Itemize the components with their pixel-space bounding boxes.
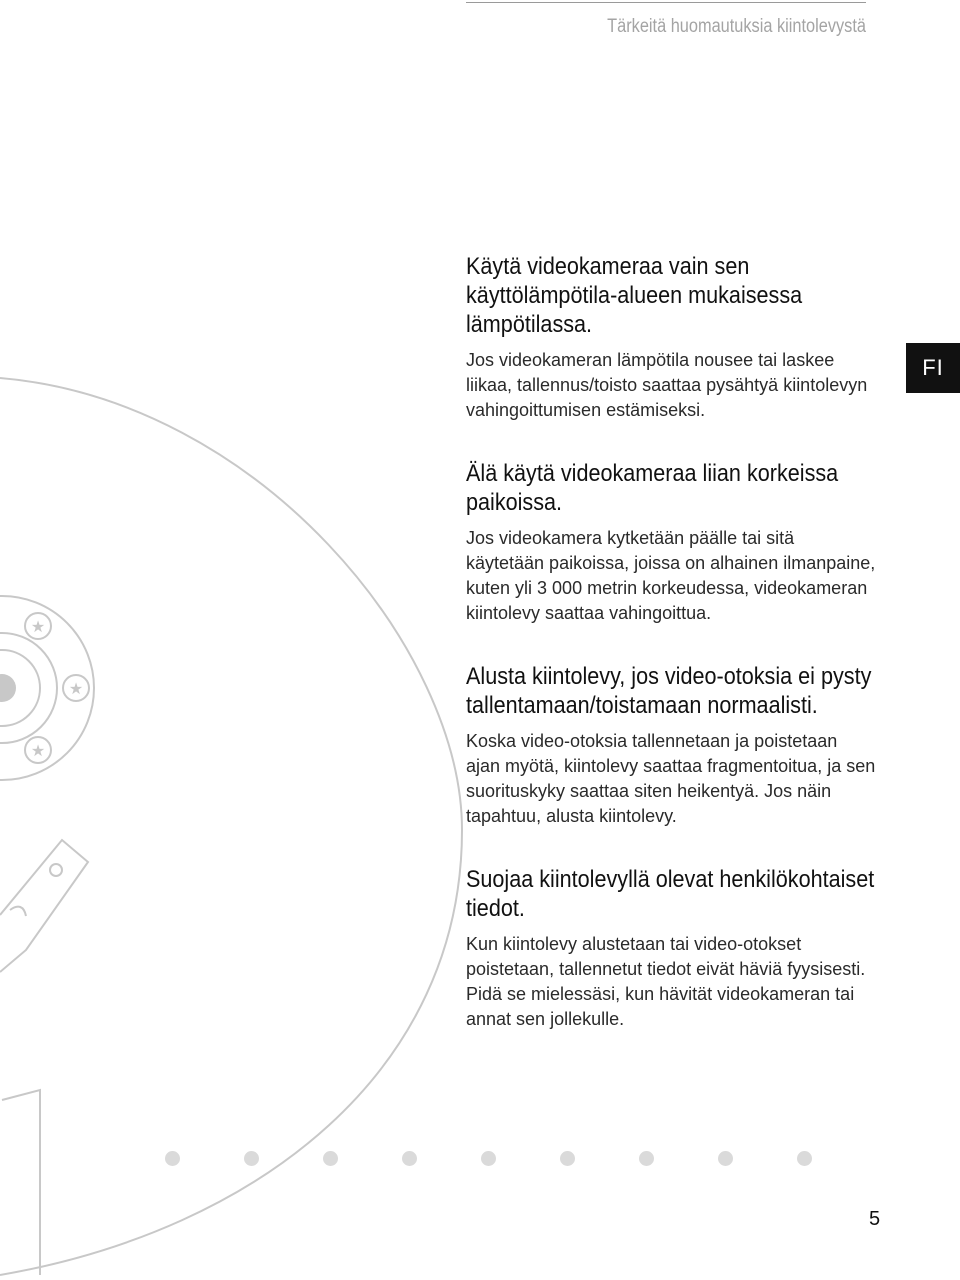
arm-slot xyxy=(10,907,26,916)
section-heading: Älä käytä videokameraa liian korkeissa paikoissa. xyxy=(466,460,839,516)
hub-center xyxy=(0,674,16,702)
lower-bracket xyxy=(2,1090,40,1275)
section-body: Jos videokameran lämpötila nousee tai laskee liikaa, tallennus/toisto saattaa pysähtyä kiintolevyn vahingoittumisen estämiseksi. xyxy=(466,350,868,420)
page-number: 5 xyxy=(869,1208,881,1230)
section-body: Koska video-otoksia tallennetaan ja poistetaan ajan myötä, kiintolevy saattaa fragmentoitua, ja sen suorituskyky saattaa siten heikentyä. Jos näin tapahtuu, alusta kiintolevy. xyxy=(466,731,876,826)
section-heading: Suojaa kiintolevyllä olevat henkilökohtaiset tiedot. xyxy=(466,866,875,922)
section-body: Kun kiintolevy alustetaan tai video-otokset poistetaan, tallennetut tiedot eivät häviä fyysisesti. Pidä se mielessäsi, kun hävität videokameran tai annat sen jollekulle. xyxy=(466,934,866,1029)
section-heading: Käytä videokameraa vain sen käyttölämpötila-alueen mukaisessa lämpötilassa. xyxy=(466,253,803,338)
screw-star-icon: ★ xyxy=(30,741,46,760)
section-high-altitude xyxy=(466,459,876,626)
decorative-dot xyxy=(165,1151,180,1166)
decorative-dot xyxy=(560,1151,575,1166)
decorative-dot xyxy=(481,1151,496,1166)
section-format-disk xyxy=(466,662,876,829)
decorative-dot xyxy=(718,1151,733,1166)
language-tab xyxy=(906,343,960,393)
decorative-dot xyxy=(244,1151,259,1166)
actuator-arm xyxy=(0,840,88,972)
decorative-dot xyxy=(639,1151,654,1166)
hard-disk-illustration xyxy=(0,370,470,1280)
section-protect-personal-data xyxy=(466,865,876,1032)
decorative-dot xyxy=(797,1151,812,1166)
screw-star-icon: ★ xyxy=(30,617,46,636)
header-rule xyxy=(466,2,866,3)
decorative-dot xyxy=(402,1151,417,1166)
main-content xyxy=(466,252,876,1068)
section-body: Jos videokamera kytketään päälle tai sitä käytetään paikoissa, joissa on alhainen ilmanpaine, kuten yli 3 000 metrin korkeudessa, videokameran kiintolevy saattaa vahingoittua. xyxy=(466,528,876,623)
section-heading: Alusta kiintolevy, jos video-otoksia ei pysty tallentamaan/toistamaan normaalisti. xyxy=(466,663,872,719)
running-header: Tärkeitä huomautuksia kiintolevystä xyxy=(607,16,866,37)
platter-outline xyxy=(0,378,462,1275)
screw-star-icon: ★ xyxy=(68,679,84,698)
arm-hole xyxy=(50,864,62,876)
decorative-dot xyxy=(323,1151,338,1166)
language-tab-label: FI xyxy=(922,355,944,380)
decorative-dots xyxy=(165,1151,815,1167)
section-operating-temperature xyxy=(466,252,876,423)
